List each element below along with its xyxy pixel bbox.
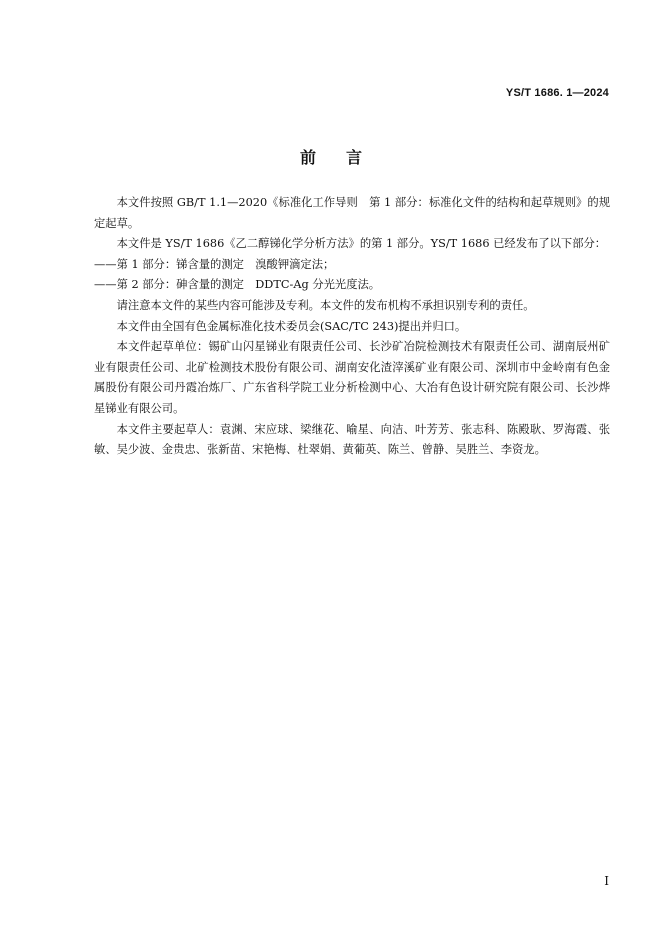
paragraph-drafting-rules: 本文件按照 GB/T 1.1—2020《标准化工作导则 第 1 部分：标准化文件的结构和起草规则》的规定起草。	[94, 196, 610, 230]
paragraph-part-of-series: 本文件是 YS/T 1686《乙二醇锑化学分析方法》的第 1 部分。YS/T 1686 已经发布了以下部分：	[116, 237, 607, 251]
paragraph-drafting-organizations: 本文件起草单位：锡矿山闪星锑业有限责任公司、长沙矿冶院检测技术有限责任公司、湖南辰州矿业有限责任公司、北矿检测技术股份有限公司、湖南安化渣滓溪矿业有限公司、深圳市中金岭南有色金属股份有限公司丹霞冶炼厂、广东省科学院工业分析检测中心、大冶有色设计研究院有限公司、长沙烨星锑业有限公司。	[94, 340, 610, 415]
list-item-part-2: ——第 2 部分：砷含量的测定 DDTC-Ag 分光光度法。	[94, 278, 381, 292]
list-item-part-1: ——第 1 部分：锑含量的测定 溴酸钾滴定法；	[94, 257, 335, 271]
page-title	[0, 145, 662, 168]
page-number: I	[604, 874, 609, 888]
document-code: YS/T 1686. 1—2024	[505, 87, 609, 99]
title-char-2: 言	[346, 148, 363, 167]
title-char-1: 前	[299, 148, 316, 167]
paragraph-drafters: 本文件主要起草人：袁渊、宋应球、梁继花、喻星、向洁、叶芳芳、张志科、陈殿耿、罗海霞、张敏、吴少波、金贵忠、张新苗、宋艳梅、杜翠娟、黄葡英、陈兰、曾静、吴胜兰、李资龙。	[94, 422, 610, 457]
paragraph-proposer: 本文件由全国有色金属标准化技术委员会(SAC/TC 243)提出并归口。	[116, 319, 467, 333]
foreword-body	[94, 193, 610, 461]
paragraph-patent-notice: 请注意本文件的某些内容可能涉及专利。本文件的发布机构不承担识别专利的责任。	[116, 298, 535, 312]
